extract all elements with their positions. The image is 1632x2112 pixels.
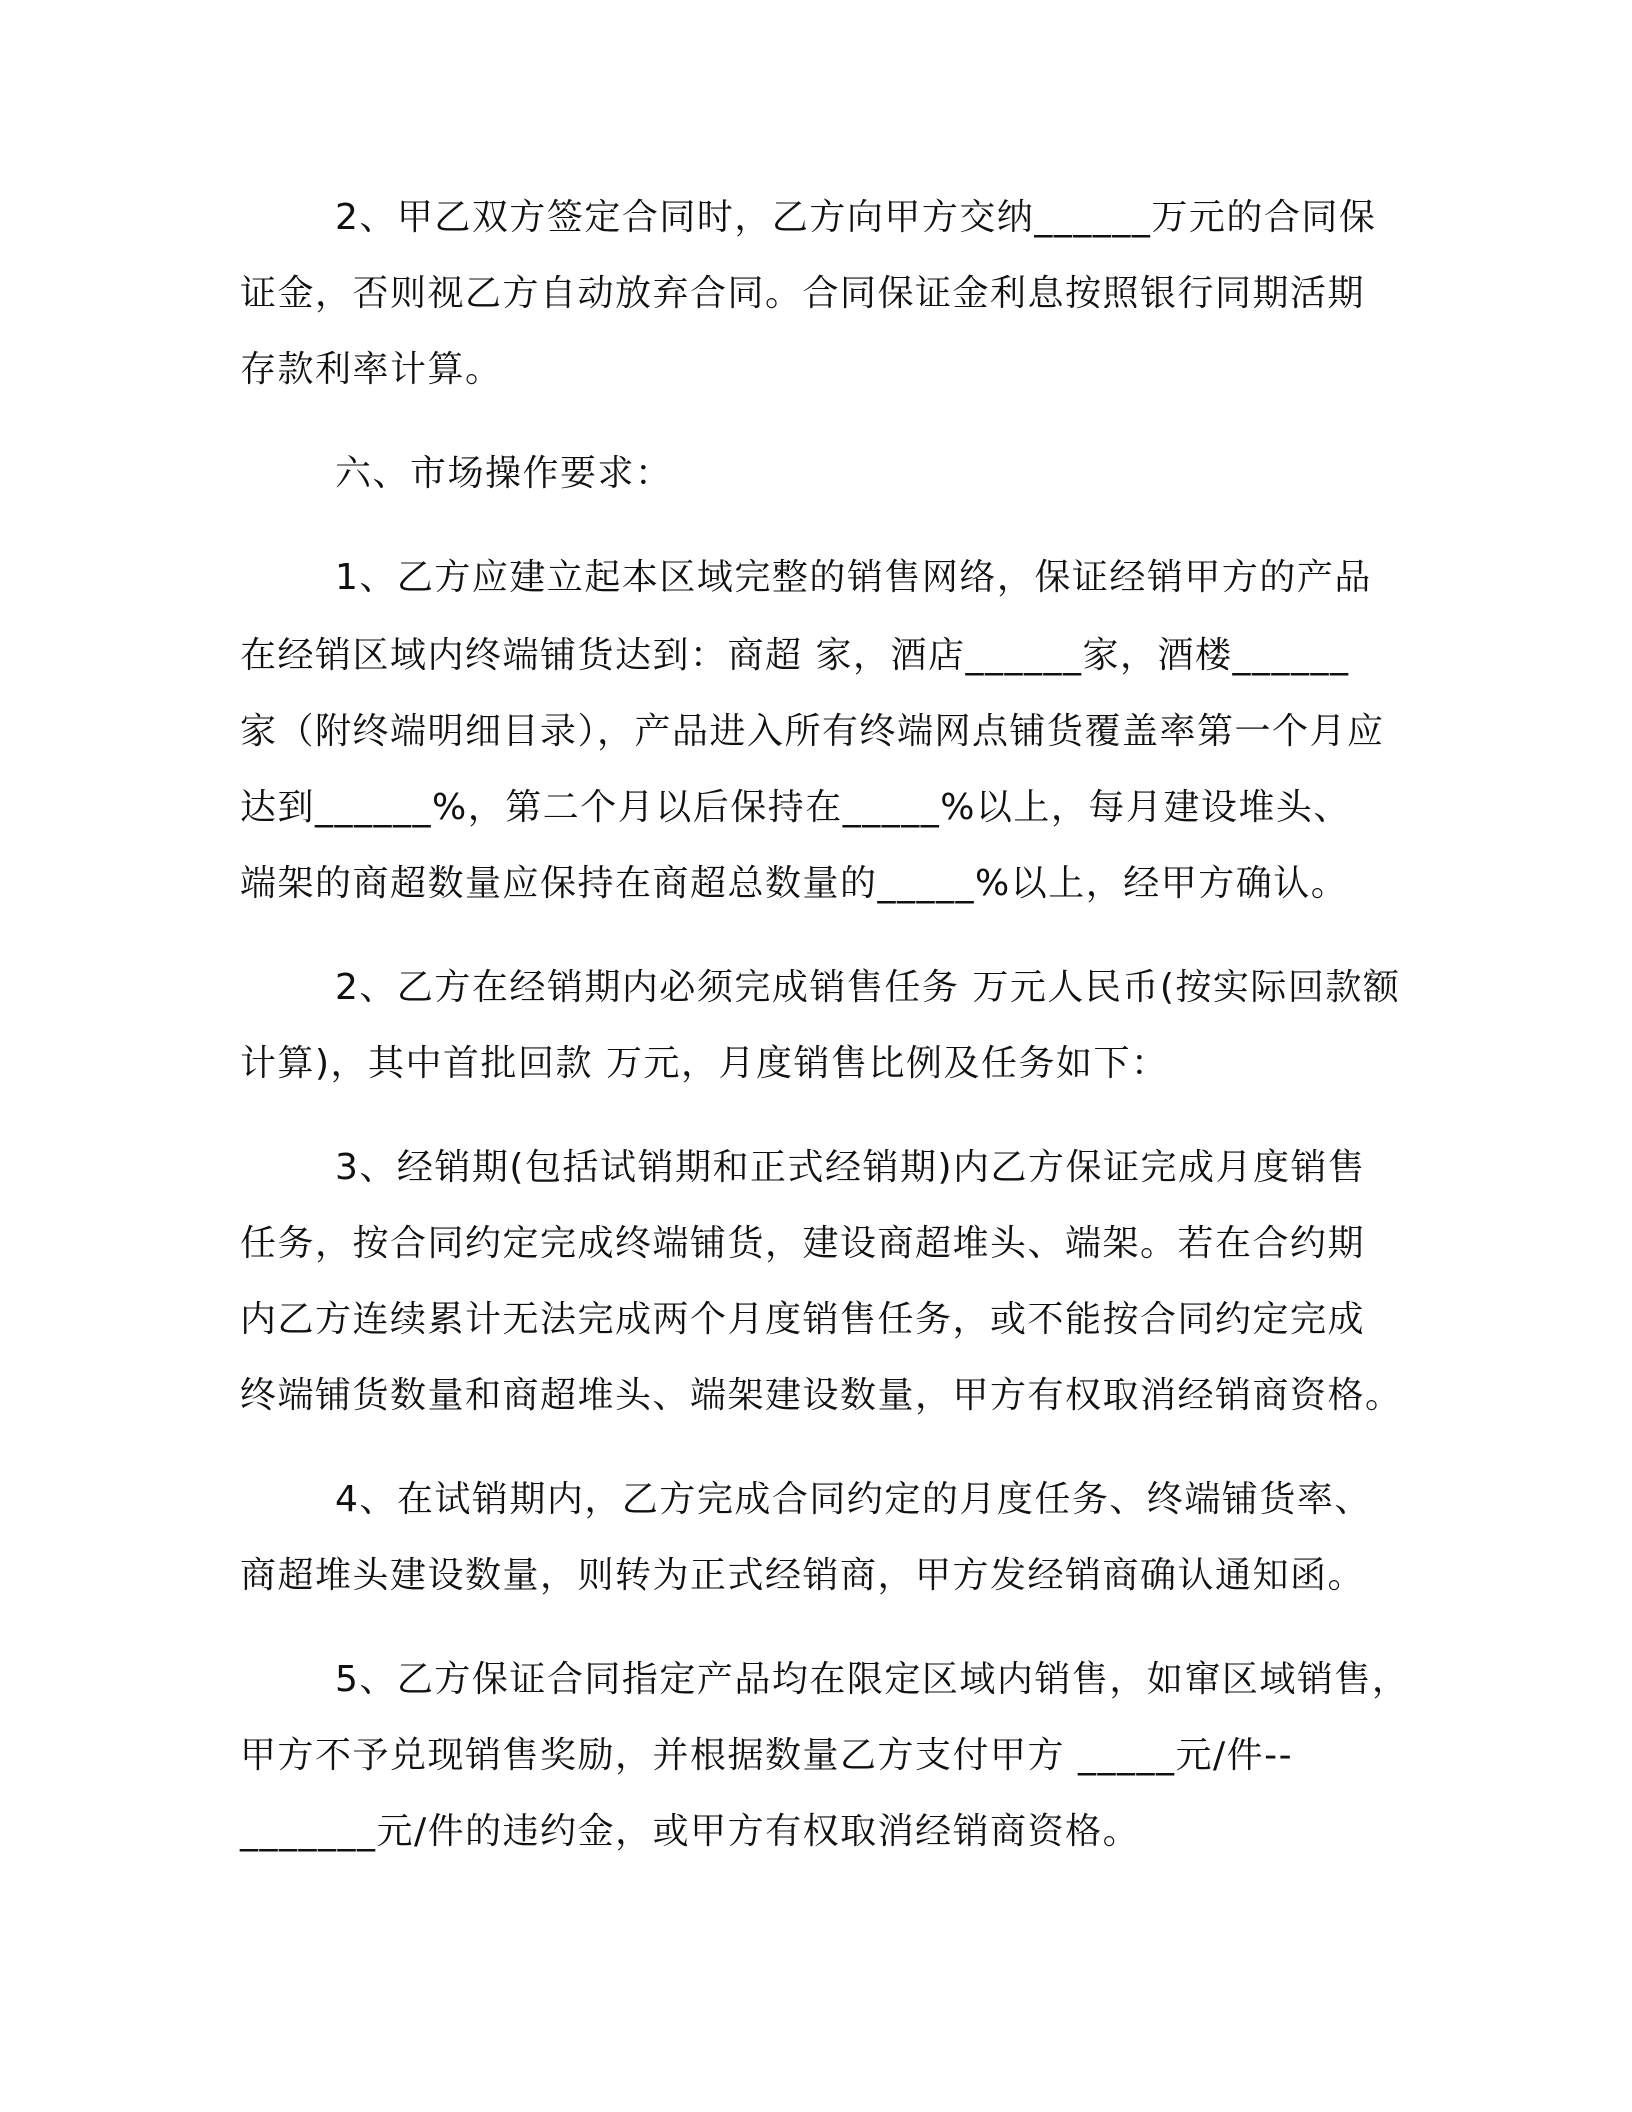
text-line: 4、在试销期内，乙方完成合同约定的月度任务、终端铺货率、 [335,1479,1372,1520]
text-line: 在经销区域内终端铺货达到：商超 家，酒店______家，酒楼______ [240,635,1350,676]
text-line: _______元/件的违约金，或甲方有权取消经销商资格。 [240,1811,1141,1852]
text-line: 达到______%，第二个月以后保持在_____%以上，每月建设堆头、 [240,787,1351,828]
text-line: 5、乙方保证合同指定产品均在限定区域内销售，如窜区域销售， [335,1659,1410,1700]
text-line: 2、甲乙双方签定合同时，乙方向甲方交纳______万元的合同保 [335,197,1377,238]
text-line: 3、经销期(包括试销期和正式经销期)内乙方保证完成月度销售 [335,1147,1366,1188]
text-line: 甲方不予兑现销售奖励，并根据数量乙方支付甲方 _____元/件-- [240,1735,1294,1776]
text-line: 商超堆头建设数量，则转为正式经销商，甲方发经销商确认通知函。 [240,1555,1366,1596]
text-line: 家（附终端明细目录），产品进入所有终端网点铺货覆盖率第一个月应 [240,711,1385,752]
text-line: 计算)，其中首批回款 万元，月度销售比例及任务如下： [240,1043,1169,1084]
text-line: 2、乙方在经销期内必须完成销售任务 万元人民币(按实际回款额 [335,967,1401,1008]
text-line: 证金，否则视乙方自动放弃合同。合同保证金利息按照银行同期活期 [240,273,1366,314]
text-line: 终端铺货数量和商超堆头、端架建设数量，甲方有权取消经销商资格。 [240,1375,1403,1416]
text-line: 任务，按合同约定完成终端铺货，建设商超堆头、端架。若在合约期 [240,1223,1366,1264]
text-line: 存款利率计算。 [240,349,503,390]
section-heading: 六、市场操作要求： [335,453,673,494]
text-line: 1、乙方应建立起本区域完整的销售网络，保证经销甲方的产品 [335,557,1372,598]
text-line: 内乙方连续累计无法完成两个月度销售任务，或不能按合同约定完成 [240,1299,1366,1340]
text-line: 端架的商超数量应保持在商超总数量的_____%以上，经甲方确认。 [240,863,1349,904]
